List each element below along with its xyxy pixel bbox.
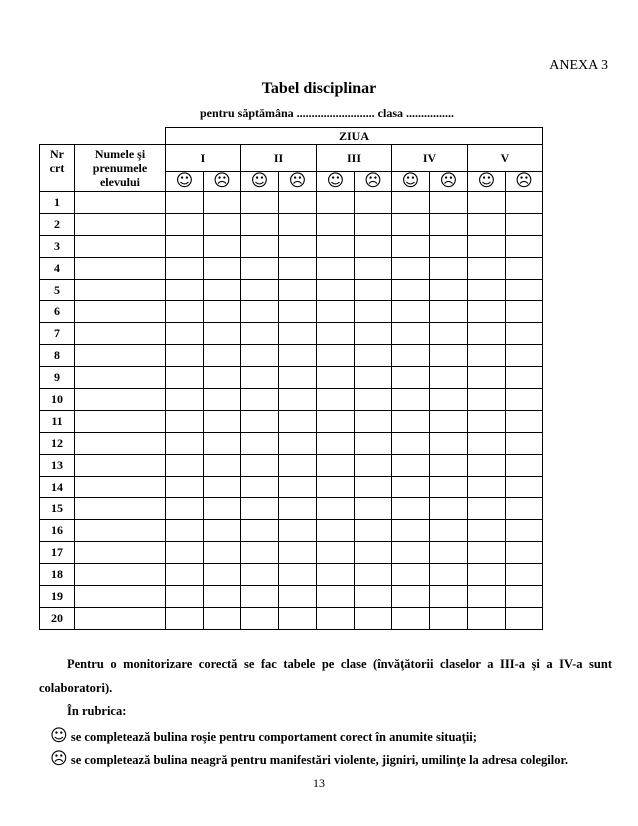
smile-mark-cell [241,279,279,301]
frown-mark-cell [279,323,317,345]
frown-icon: ☹ [430,172,468,192]
frown-mark-cell [506,564,543,586]
smile-mark-cell [468,432,506,454]
student-name-cell [75,213,166,235]
frown-icon: ☹ [279,172,317,192]
student-name-cell [75,279,166,301]
row-number: 8 [40,345,75,367]
frown-mark-cell [204,586,241,608]
smile-mark-cell [241,586,279,608]
smile-legend-text: se completează bulina roşie pentru comportament corect în anumite situaţii; [70,730,477,744]
frown-mark-cell [430,498,468,520]
frown-mark-cell [204,476,241,498]
frown-mark-cell [355,564,392,586]
student-name-cell [75,235,166,257]
smile-mark-cell [468,323,506,345]
smile-mark-cell [166,410,204,432]
frown-mark-cell [506,257,543,279]
frown-legend-text: se completează bulina neagră pentru manifestări violente, jigniri, umilinţe la adresa colegilor. [70,753,569,767]
frown-mark-cell [279,257,317,279]
smile-icon: ☺ [468,172,506,192]
frown-mark-cell [204,410,241,432]
frown-mark-cell [506,476,543,498]
name-header-line1: Numele şi [94,147,146,161]
smile-icon: ☺ [392,172,430,192]
student-name-cell [75,586,166,608]
frown-mark-cell [430,345,468,367]
smile-mark-cell [392,607,430,629]
row-number: 18 [40,564,75,586]
frown-mark-cell [204,389,241,411]
frown-mark-cell [279,279,317,301]
frown-mark-cell [430,301,468,323]
table-row [40,279,543,301]
row-number: 15 [40,498,75,520]
frown-mark-cell [204,192,241,214]
smile-mark-cell [241,607,279,629]
frown-mark-cell [204,279,241,301]
row-number: 19 [40,586,75,608]
smile-mark-cell [166,367,204,389]
day-header-2: II [241,145,317,172]
empty-corner [75,128,166,145]
student-name-cell [75,476,166,498]
smile-mark-cell [166,235,204,257]
frown-mark-cell [430,279,468,301]
table-row [40,520,543,542]
smile-mark-cell [468,542,506,564]
row-number: 17 [40,542,75,564]
student-name-cell [75,410,166,432]
smile-mark-cell [392,192,430,214]
days-header: ZIUA [166,128,543,145]
frown-mark-cell [430,257,468,279]
frown-mark-cell [506,367,543,389]
frown-mark-cell [204,367,241,389]
frown-mark-cell [430,367,468,389]
student-name-cell [75,345,166,367]
frown-mark-cell [430,213,468,235]
frown-mark-cell [279,367,317,389]
table-row [40,476,543,498]
frown-mark-cell [506,279,543,301]
smile-mark-cell [166,323,204,345]
smile-mark-cell [468,257,506,279]
smile-mark-cell [317,323,355,345]
frown-mark-cell [506,607,543,629]
frown-icon: ☹ [506,172,543,192]
smile-mark-cell [317,432,355,454]
smile-mark-cell [392,498,430,520]
smile-mark-cell [468,301,506,323]
smile-icon: ☺ [50,726,68,746]
frown-mark-cell [279,345,317,367]
smile-mark-cell [166,345,204,367]
smile-mark-cell [468,192,506,214]
smile-mark-cell [166,607,204,629]
frown-mark-cell [506,586,543,608]
smile-mark-cell [468,410,506,432]
smile-mark-cell [392,520,430,542]
smile-mark-cell [468,454,506,476]
smile-mark-cell [392,213,430,235]
table-row [40,410,543,432]
smile-mark-cell [392,389,430,411]
frown-mark-cell [430,192,468,214]
smile-mark-cell [166,564,204,586]
frown-mark-cell [506,389,543,411]
row-number: 10 [40,389,75,411]
smile-mark-cell [317,367,355,389]
frown-mark-cell [204,564,241,586]
table-row [40,586,543,608]
frown-mark-cell [279,301,317,323]
frown-mark-cell [355,542,392,564]
table-row [40,389,543,411]
smile-mark-cell [241,345,279,367]
row-number: 14 [40,476,75,498]
frown-mark-cell [506,192,543,214]
frown-mark-cell [279,607,317,629]
frown-mark-cell [279,498,317,520]
smile-mark-cell [317,410,355,432]
student-name-cell [75,323,166,345]
smile-mark-cell [468,564,506,586]
frown-mark-cell [506,432,543,454]
frown-mark-cell [204,498,241,520]
frown-mark-cell [355,410,392,432]
table-row [40,542,543,564]
frown-mark-cell [204,542,241,564]
frown-mark-cell [430,607,468,629]
row-number: 6 [40,301,75,323]
row-number: 9 [40,367,75,389]
frown-mark-cell [506,520,543,542]
frown-mark-cell [204,323,241,345]
smile-mark-cell [317,586,355,608]
student-name-cell [75,520,166,542]
frown-mark-cell [506,542,543,564]
row-number: 1 [40,192,75,214]
smile-mark-cell [392,301,430,323]
frown-mark-cell [506,235,543,257]
student-name-cell [75,389,166,411]
frown-mark-cell [204,345,241,367]
frown-mark-cell [355,213,392,235]
smile-mark-cell [317,607,355,629]
smile-mark-cell [468,235,506,257]
frown-mark-cell [506,301,543,323]
frown-mark-cell [279,542,317,564]
smile-mark-cell [392,476,430,498]
frown-mark-cell [204,607,241,629]
smile-mark-cell [468,520,506,542]
row-number: 16 [40,520,75,542]
smile-mark-cell [317,542,355,564]
smile-mark-cell [166,213,204,235]
frown-mark-cell [355,235,392,257]
frown-mark-cell [279,586,317,608]
smile-mark-cell [468,213,506,235]
smile-mark-cell [317,498,355,520]
table-row [40,213,543,235]
annex-label: ANEXA 3 [549,58,608,73]
student-name-cell [75,301,166,323]
smile-mark-cell [468,279,506,301]
frown-mark-cell [279,432,317,454]
smile-mark-cell [392,432,430,454]
smile-mark-cell [392,323,430,345]
discipline-table [39,127,543,630]
frown-mark-cell [355,586,392,608]
smile-mark-cell [241,235,279,257]
rubric-label: În rubrica: [67,704,127,718]
smile-mark-cell [166,454,204,476]
frown-mark-cell [279,410,317,432]
smile-mark-cell [166,257,204,279]
empty-corner [40,128,75,145]
smile-mark-cell [317,520,355,542]
frown-mark-cell [355,192,392,214]
frown-icon: ☹ [204,172,241,192]
frown-mark-cell [430,432,468,454]
instruction-paragraph-continued: colaboratori). [39,681,113,695]
smile-mark-cell [241,192,279,214]
frown-mark-cell [279,476,317,498]
table-row [40,192,543,214]
smile-mark-cell [468,345,506,367]
frown-mark-cell [506,498,543,520]
smile-mark-cell [241,367,279,389]
frown-mark-cell [279,520,317,542]
row-number: 2 [40,213,75,235]
smile-mark-cell [317,213,355,235]
smile-mark-cell [166,542,204,564]
frown-mark-cell [430,235,468,257]
frown-mark-cell [430,520,468,542]
frown-mark-cell [204,235,241,257]
frown-mark-cell [355,301,392,323]
smile-mark-cell [317,192,355,214]
frown-mark-cell [430,454,468,476]
frown-mark-cell [279,213,317,235]
frown-mark-cell [279,235,317,257]
smile-mark-cell [317,389,355,411]
day-header-3: III [317,145,392,172]
table-row [40,235,543,257]
smile-mark-cell [241,213,279,235]
frown-mark-cell [506,213,543,235]
smile-icon: ☺ [317,172,355,192]
smile-mark-cell [241,410,279,432]
student-name-header [75,145,166,192]
smile-mark-cell [392,345,430,367]
table-row [40,367,543,389]
smile-icon: ☺ [241,172,279,192]
name-header-line2: prenumele [92,161,148,175]
smile-mark-cell [241,257,279,279]
frown-mark-cell [355,389,392,411]
smile-mark-cell [468,498,506,520]
smile-mark-cell [241,301,279,323]
smile-mark-cell [468,476,506,498]
smile-mark-cell [317,301,355,323]
smile-mark-cell [392,564,430,586]
row-number: 3 [40,235,75,257]
smile-mark-cell [392,542,430,564]
frown-mark-cell [430,323,468,345]
frown-mark-cell [279,564,317,586]
student-name-cell [75,542,166,564]
smile-mark-cell [392,367,430,389]
smile-mark-cell [241,389,279,411]
frown-mark-cell [204,432,241,454]
smile-mark-cell [241,520,279,542]
frown-mark-cell [204,454,241,476]
frown-mark-cell [355,454,392,476]
page-title: Tabel disciplinar [261,80,377,97]
frown-mark-cell [506,323,543,345]
page-number: 13 [313,776,325,790]
day-header-4: IV [392,145,468,172]
frown-mark-cell [355,498,392,520]
smile-mark-cell [392,257,430,279]
instruction-paragraph: Pentru o monitorizare corectă se fac tabele pe clase (învăţătorii claselor a III-a şi a IV-a sunt [67,657,612,671]
page-subtitle: pentru săptămâna .......................... clasa ................ [200,106,455,120]
smile-mark-cell [317,257,355,279]
frown-mark-cell [204,213,241,235]
smile-mark-cell [166,192,204,214]
student-name-cell [75,432,166,454]
smile-mark-cell [166,432,204,454]
smile-mark-cell [166,498,204,520]
frown-icon: ☹ [50,749,68,769]
smile-mark-cell [468,586,506,608]
student-name-cell [75,498,166,520]
frown-mark-cell [430,564,468,586]
frown-mark-cell [430,389,468,411]
smile-mark-cell [166,586,204,608]
frown-mark-cell [355,476,392,498]
table-row [40,498,543,520]
row-number: 12 [40,432,75,454]
frown-mark-cell [355,367,392,389]
frown-mark-cell [204,257,241,279]
frown-mark-cell [430,410,468,432]
frown-mark-cell [279,389,317,411]
row-number: 5 [40,279,75,301]
smile-mark-cell [166,301,204,323]
frown-legend [50,751,568,768]
smile-mark-cell [392,410,430,432]
student-name-cell [75,257,166,279]
table-row [40,323,543,345]
frown-mark-cell [204,520,241,542]
frown-mark-cell [506,454,543,476]
smile-icon: ☺ [166,172,204,192]
row-number: 13 [40,454,75,476]
smile-mark-cell [166,476,204,498]
frown-mark-cell [355,432,392,454]
smile-mark-cell [317,235,355,257]
day-header-5: V [468,145,543,172]
row-number: 7 [40,323,75,345]
smile-mark-cell [241,564,279,586]
frown-mark-cell [506,410,543,432]
frown-mark-cell [204,301,241,323]
table-row [40,301,543,323]
row-number: 11 [40,410,75,432]
smile-mark-cell [241,432,279,454]
student-name-cell [75,192,166,214]
frown-mark-cell [355,257,392,279]
smile-mark-cell [166,389,204,411]
table-row [40,454,543,476]
smile-mark-cell [166,279,204,301]
smile-mark-cell [468,389,506,411]
frown-mark-cell [355,323,392,345]
smile-mark-cell [166,520,204,542]
frown-mark-cell [279,192,317,214]
day-header-1: I [166,145,241,172]
frown-mark-cell [355,520,392,542]
student-name-cell [75,564,166,586]
smile-mark-cell [317,476,355,498]
row-number: 20 [40,607,75,629]
frown-mark-cell [506,345,543,367]
smile-mark-cell [392,454,430,476]
smile-mark-cell [241,498,279,520]
frown-mark-cell [430,542,468,564]
smile-legend [50,728,477,745]
smile-mark-cell [241,476,279,498]
student-name-cell [75,367,166,389]
smile-mark-cell [241,542,279,564]
smile-mark-cell [392,235,430,257]
nr-header-line1: Nr [50,147,64,161]
student-name-cell [75,454,166,476]
frown-icon: ☹ [355,172,392,192]
table-row [40,564,543,586]
smile-mark-cell [241,323,279,345]
smile-mark-cell [317,454,355,476]
smile-mark-cell [317,564,355,586]
frown-mark-cell [355,279,392,301]
nr-crt-header [40,145,75,192]
table-row [40,345,543,367]
student-name-cell [75,607,166,629]
frown-mark-cell [355,607,392,629]
smile-mark-cell [468,367,506,389]
frown-mark-cell [355,345,392,367]
smile-mark-cell [468,607,506,629]
frown-mark-cell [279,454,317,476]
table-row [40,432,543,454]
smile-mark-cell [392,279,430,301]
smile-mark-cell [317,279,355,301]
frown-mark-cell [430,476,468,498]
nr-header-line2: crt [49,161,65,175]
smile-mark-cell [241,454,279,476]
smile-mark-cell [317,345,355,367]
smile-mark-cell [392,586,430,608]
row-number: 4 [40,257,75,279]
name-header-line3: elevului [99,175,140,189]
table-row [40,257,543,279]
table-row [40,607,543,629]
frown-mark-cell [430,586,468,608]
